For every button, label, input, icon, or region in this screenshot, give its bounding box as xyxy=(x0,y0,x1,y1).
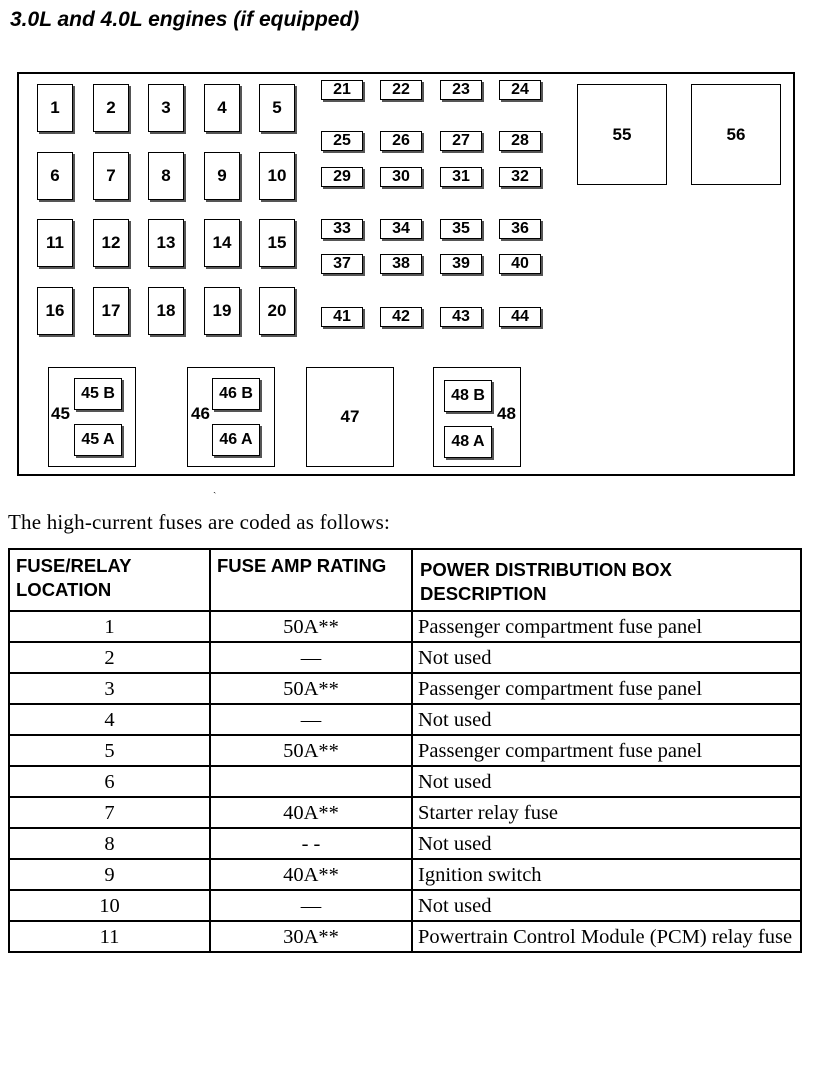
fuse-25: 25 xyxy=(321,131,363,151)
cell-location: 4 xyxy=(9,704,210,735)
cell-description: Passenger compartment fuse panel xyxy=(412,611,801,642)
fuse-10: 10 xyxy=(259,152,295,200)
fuse-39: 39 xyxy=(440,254,482,274)
cell-description: Not used xyxy=(412,704,801,735)
table-row xyxy=(9,797,801,828)
table-row xyxy=(9,890,801,921)
cell-description: Not used xyxy=(412,642,801,673)
fuse-38: 38 xyxy=(380,254,422,274)
cell-location: 2 xyxy=(9,642,210,673)
cell-amp-rating: 30A** xyxy=(210,921,412,952)
fuse-4: 4 xyxy=(204,84,240,132)
relay-45-label: 45 xyxy=(51,404,70,423)
cell-location: 1 xyxy=(9,611,210,642)
fuse-33: 33 xyxy=(321,219,363,239)
fuse-12: 12 xyxy=(93,219,129,267)
fuse-15: 15 xyxy=(259,219,295,267)
cell-description: Not used xyxy=(412,890,801,921)
cell-location: 10 xyxy=(9,890,210,921)
cell-amp-rating: — xyxy=(210,642,412,673)
table-row xyxy=(9,611,801,642)
fuse-23: 23 xyxy=(440,80,482,100)
table-row xyxy=(9,766,801,797)
fuse-17: 17 xyxy=(93,287,129,335)
relay-46b: 46 B xyxy=(212,378,260,410)
cell-description: Starter relay fuse xyxy=(412,797,801,828)
fuse-11: 11 xyxy=(37,219,73,267)
fuse-31: 31 xyxy=(440,167,482,187)
cell-amp-rating: 50A** xyxy=(210,611,412,642)
fuse-table-body xyxy=(9,611,801,952)
cell-location: 8 xyxy=(9,828,210,859)
relay-46a: 46 A xyxy=(212,424,260,456)
cell-location: 7 xyxy=(9,797,210,828)
fuse-box-diagram xyxy=(17,72,795,476)
fuse-14: 14 xyxy=(204,219,240,267)
relay-47: 47 xyxy=(306,367,394,467)
cell-description: Ignition switch xyxy=(412,859,801,890)
relay-48b: 48 B xyxy=(444,380,492,412)
table-row xyxy=(9,735,801,766)
cell-amp-rating: 40A** xyxy=(210,859,412,890)
fuse-18: 18 xyxy=(148,287,184,335)
cell-description: Passenger compartment fuse panel xyxy=(412,735,801,766)
fuse-3: 3 xyxy=(148,84,184,132)
fuse-37: 37 xyxy=(321,254,363,274)
fuse-42: 42 xyxy=(380,307,422,327)
fuse-30: 30 xyxy=(380,167,422,187)
fuse-28: 28 xyxy=(499,131,541,151)
relay-48-label: 48 xyxy=(497,404,516,423)
relay-55: 55 xyxy=(577,84,667,185)
fuse-43: 43 xyxy=(440,307,482,327)
table-row xyxy=(9,673,801,704)
table-header-row xyxy=(9,549,801,611)
fuse-16: 16 xyxy=(37,287,73,335)
fuse-41: 41 xyxy=(321,307,363,327)
fuse-22: 22 xyxy=(380,80,422,100)
cell-description: Powertrain Control Module (PCM) relay fuse xyxy=(412,921,801,952)
stray-mark: ˏ xyxy=(213,483,217,494)
cell-amp-rating: — xyxy=(210,704,412,735)
header-amp-rating: FUSE AMP RATING xyxy=(210,549,412,611)
relay-45b: 45 B xyxy=(74,378,122,410)
fuse-32: 32 xyxy=(499,167,541,187)
fuse-27: 27 xyxy=(440,131,482,151)
intro-text: The high-current fuses are coded as follows: xyxy=(8,510,391,534)
fuse-13: 13 xyxy=(148,219,184,267)
table-row xyxy=(9,642,801,673)
fuse-35: 35 xyxy=(440,219,482,239)
cell-description: Passenger compartment fuse panel xyxy=(412,673,801,704)
relay-56: 56 xyxy=(691,84,781,185)
cell-location: 9 xyxy=(9,859,210,890)
fuse-19: 19 xyxy=(204,287,240,335)
page-title: 3.0L and 4.0L engines (if equipped) xyxy=(10,8,360,31)
cell-location: 11 xyxy=(9,921,210,952)
relay-48a: 48 A xyxy=(444,426,492,458)
fuse-2: 2 xyxy=(93,84,129,132)
header-location: FUSE/RELAY LOCATION xyxy=(9,549,210,611)
fuse-24: 24 xyxy=(499,80,541,100)
cell-description: Not used xyxy=(412,766,801,797)
fuse-8: 8 xyxy=(148,152,184,200)
cell-amp-rating: 50A** xyxy=(210,673,412,704)
fuse-29: 29 xyxy=(321,167,363,187)
cell-location: 6 xyxy=(9,766,210,797)
fuse-34: 34 xyxy=(380,219,422,239)
relay-45a: 45 A xyxy=(74,424,122,456)
cell-amp-rating xyxy=(210,766,412,797)
fuse-20: 20 xyxy=(259,287,295,335)
table-row xyxy=(9,828,801,859)
fuse-7: 7 xyxy=(93,152,129,200)
fuse-44: 44 xyxy=(499,307,541,327)
fuse-table xyxy=(8,548,802,953)
table-row xyxy=(9,704,801,735)
table-row xyxy=(9,859,801,890)
cell-amp-rating: 50A** xyxy=(210,735,412,766)
header-description: POWER DISTRIBUTION BOX DESCRIPTION xyxy=(412,549,801,611)
cell-amp-rating: 40A** xyxy=(210,797,412,828)
cell-location: 5 xyxy=(9,735,210,766)
fuse-40: 40 xyxy=(499,254,541,274)
fuse-9: 9 xyxy=(204,152,240,200)
fuse-1: 1 xyxy=(37,84,73,132)
fuse-36: 36 xyxy=(499,219,541,239)
fuse-21: 21 xyxy=(321,80,363,100)
cell-location: 3 xyxy=(9,673,210,704)
cell-amp-rating: - - xyxy=(210,828,412,859)
cell-description: Not used xyxy=(412,828,801,859)
fuse-6: 6 xyxy=(37,152,73,200)
cell-amp-rating: — xyxy=(210,890,412,921)
table-row xyxy=(9,921,801,952)
fuse-5: 5 xyxy=(259,84,295,132)
fuse-26: 26 xyxy=(380,131,422,151)
relay-46-label: 46 xyxy=(191,404,210,423)
